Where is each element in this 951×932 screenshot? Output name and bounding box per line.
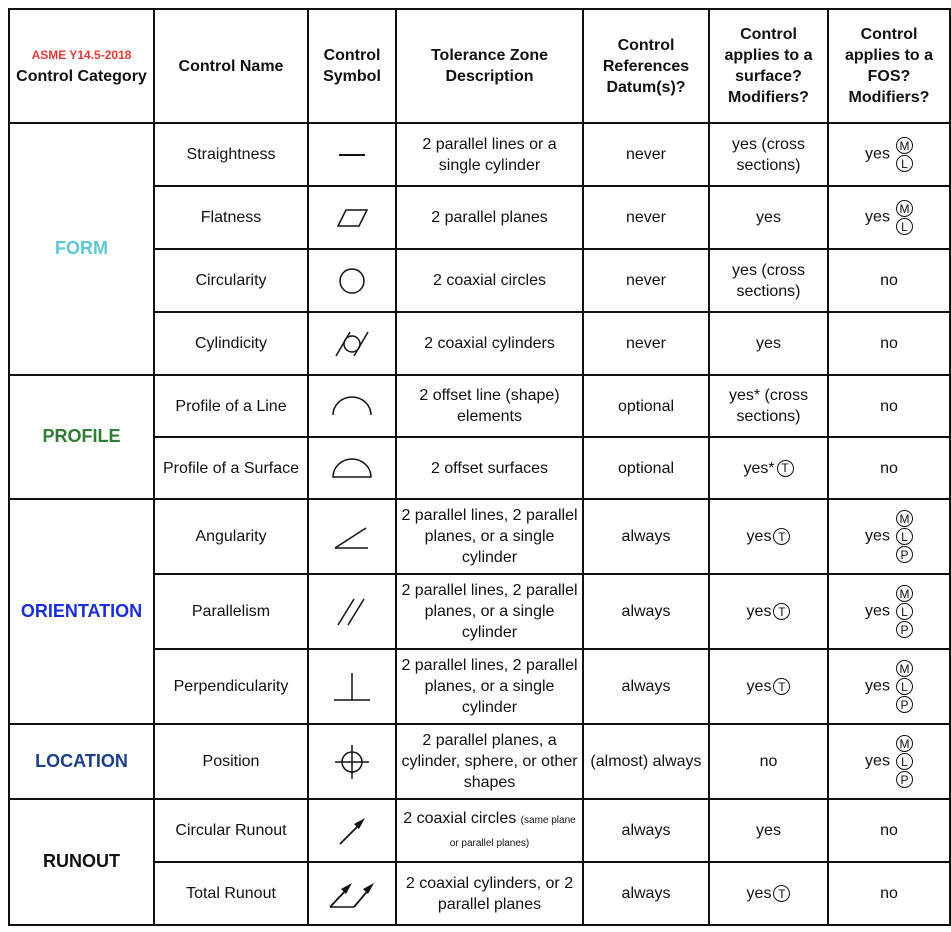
category-label: RUNOUT — [43, 851, 120, 871]
header-control-name: Control Name — [154, 9, 308, 123]
table-row — [9, 375, 950, 437]
modifier-l-icon: L — [896, 603, 913, 620]
control-name: Circularity — [154, 249, 308, 312]
profile-line-icon — [312, 391, 392, 421]
modifier-t-icon: T — [773, 885, 790, 902]
category-label: PROFILE — [42, 426, 121, 446]
datum-reference: always — [583, 574, 709, 649]
fos-applies — [828, 724, 950, 799]
datum-reference: optional — [583, 375, 709, 437]
control-name: Cylindicity — [154, 312, 308, 375]
fos-modifiers — [896, 735, 913, 788]
tolerance-zone-text: 2 offset surfaces — [430, 459, 549, 477]
angularity-icon — [312, 522, 392, 552]
tolerance-zone-text: 2 coaxial cylinders, or 2 parallel planes — [405, 874, 574, 913]
tolerance-zone — [396, 799, 583, 862]
header-tolerance-zone: Tolerance Zone Description — [396, 9, 583, 123]
tolerance-zone-text: 2 parallel lines, 2 parallel planes, or a single cylinder — [401, 657, 578, 716]
circularity-icon — [312, 265, 392, 297]
control-symbol-cell — [308, 312, 396, 375]
tolerance-zone-text: 2 parallel lines, 2 parallel planes, or a single cylinder — [401, 507, 578, 566]
control-name: Total Runout — [154, 862, 308, 925]
surface-applies — [709, 499, 828, 574]
modifier-t-icon: T — [773, 603, 790, 620]
fos-applies — [828, 186, 950, 249]
surface-text: yes — [746, 528, 772, 545]
control-symbol-cell — [308, 499, 396, 574]
control-name: Profile of a Line — [154, 375, 308, 437]
fos-applies — [828, 862, 950, 925]
control-symbol-cell — [308, 649, 396, 724]
fos-modifiers — [896, 510, 913, 563]
modifier-m-icon: M — [896, 735, 913, 752]
tolerance-zone — [396, 574, 583, 649]
fos-text: yes — [865, 145, 890, 163]
datum-reference: always — [583, 862, 709, 925]
table-row — [9, 799, 950, 862]
tolerance-zone — [396, 312, 583, 375]
control-name: Position — [154, 724, 308, 799]
surface-applies — [709, 186, 828, 249]
surface-text: yes — [746, 885, 772, 902]
control-name: Profile of a Surface — [154, 437, 308, 499]
category-cell — [9, 499, 154, 724]
category-cell — [9, 799, 154, 925]
fos-modifiers — [896, 585, 913, 638]
total-runout-icon — [312, 876, 392, 912]
surface-applies — [709, 312, 828, 375]
surface-applies — [709, 123, 828, 186]
fos-text: no — [880, 885, 898, 902]
header-row — [9, 9, 950, 123]
tolerance-zone-text: 2 coaxial circles — [403, 809, 517, 827]
datum-reference: (almost) always — [583, 724, 709, 799]
table-row — [9, 123, 950, 186]
tolerance-zone — [396, 249, 583, 312]
fos-text: no — [880, 272, 898, 289]
tolerance-zone — [396, 499, 583, 574]
tolerance-zone-text: 2 parallel planes, a cylinder, sphere, or other shapes — [401, 732, 578, 791]
straightness-icon — [312, 143, 392, 167]
modifier-t-icon: T — [773, 678, 790, 695]
category-cell — [9, 724, 154, 799]
fos-applies — [828, 799, 950, 862]
circular-runout-icon — [312, 813, 392, 849]
fos-applies — [828, 249, 950, 312]
surface-text: no — [759, 753, 778, 770]
tolerance-zone — [396, 649, 583, 724]
datum-reference: always — [583, 649, 709, 724]
surface-text: yes — [746, 603, 772, 620]
tolerance-zone — [396, 186, 583, 249]
category-cell — [9, 123, 154, 375]
datum-reference: always — [583, 799, 709, 862]
category-label: LOCATION — [35, 750, 128, 771]
modifier-p-icon: P — [896, 621, 913, 638]
modifier-m-icon: M — [896, 137, 913, 154]
control-symbol-cell — [308, 862, 396, 925]
surface-text: yes (cross sections) — [732, 261, 805, 300]
fos-text: yes — [865, 208, 890, 226]
modifier-m-icon: M — [896, 660, 913, 677]
fos-applies — [828, 312, 950, 375]
control-name: Straightness — [154, 123, 308, 186]
surface-text: yes (cross sections) — [732, 135, 805, 174]
fos-text: yes — [865, 677, 890, 695]
modifier-m-icon: M — [896, 585, 913, 602]
fos-text: no — [880, 822, 898, 839]
surface-applies — [709, 862, 828, 925]
control-symbol-cell — [308, 249, 396, 312]
tolerance-zone — [396, 437, 583, 499]
tolerance-zone — [396, 724, 583, 799]
modifier-p-icon: P — [896, 771, 913, 788]
modifier-p-icon: P — [896, 696, 913, 713]
modifier-m-icon: M — [896, 510, 913, 527]
datum-reference: never — [583, 186, 709, 249]
control-symbol-cell — [308, 186, 396, 249]
standard-label: ASME Y14.5-2018 — [31, 48, 132, 62]
table-row — [9, 724, 950, 799]
header-datum: Control References Datum(s)? — [583, 9, 709, 123]
header-category — [9, 9, 154, 123]
fos-text: no — [880, 397, 898, 415]
surface-applies — [709, 799, 828, 862]
surface-text: yes* — [743, 459, 775, 477]
modifier-l-icon: L — [896, 678, 913, 695]
control-symbol-cell — [308, 375, 396, 437]
control-symbol-cell — [308, 724, 396, 799]
control-name: Angularity — [154, 499, 308, 574]
control-symbol-cell — [308, 123, 396, 186]
control-name: Perpendicularity — [154, 649, 308, 724]
surface-text: yes — [746, 678, 772, 695]
datum-reference: always — [583, 499, 709, 574]
modifier-t-icon: T — [777, 460, 794, 477]
tolerance-zone-text: 2 offset line (shape) elements — [419, 387, 560, 425]
surface-text: yes — [756, 335, 781, 352]
fos-applies — [828, 375, 950, 437]
modifier-l-icon: L — [896, 528, 913, 545]
parallelism-icon — [312, 596, 392, 628]
fos-modifiers — [896, 660, 913, 713]
datum-reference: optional — [583, 437, 709, 499]
category-cell — [9, 375, 154, 499]
tolerance-zone-note: (same plane or parallel planes) — [449, 814, 576, 849]
surface-applies — [709, 249, 828, 312]
tolerance-zone — [396, 862, 583, 925]
modifier-p-icon: P — [896, 546, 913, 563]
surface-applies — [709, 649, 828, 724]
datum-reference: never — [583, 123, 709, 186]
tolerance-zone-text: 2 parallel lines, 2 parallel planes, or a single cylinder — [401, 582, 578, 641]
modifier-m-icon: M — [896, 200, 913, 217]
fos-text: yes — [865, 752, 890, 770]
fos-text: no — [880, 335, 898, 352]
tolerance-zone — [396, 375, 583, 437]
cylindricity-icon — [312, 328, 392, 360]
surface-text: yes* (cross sections) — [728, 387, 809, 425]
header-control-symbol: Control Symbol — [308, 9, 396, 123]
fos-applies — [828, 649, 950, 724]
fos-text: no — [880, 459, 898, 477]
fos-text: yes — [865, 527, 890, 545]
control-name: Flatness — [154, 186, 308, 249]
fos-applies — [828, 574, 950, 649]
control-name: Circular Runout — [154, 799, 308, 862]
tolerance-zone-text: 2 parallel lines or a single cylinder — [422, 135, 557, 174]
gdt-symbols-table — [8, 8, 951, 926]
surface-applies — [709, 375, 828, 437]
category-label: ORIENTATION — [20, 600, 143, 621]
category-label: FORM — [55, 238, 108, 258]
control-name: Parallelism — [154, 574, 308, 649]
tolerance-zone-text: 2 parallel planes — [431, 209, 548, 226]
modifier-t-icon: T — [773, 528, 790, 545]
position-icon — [312, 743, 392, 781]
modifier-l-icon: L — [896, 155, 913, 172]
modifier-l-icon: L — [896, 753, 913, 770]
tolerance-zone-text: 2 coaxial circles — [433, 272, 546, 289]
fos-modifiers — [896, 200, 913, 235]
control-symbol-cell — [308, 574, 396, 649]
surface-text: yes — [756, 822, 781, 839]
table-row — [9, 499, 950, 574]
header-fos: Control applies to a FOS? Modifiers? — [828, 9, 950, 123]
control-symbol-cell — [308, 437, 396, 499]
modifier-l-icon: L — [896, 218, 913, 235]
perpendicularity-icon — [312, 670, 392, 704]
tolerance-zone-text: 2 coaxial cylinders — [424, 335, 555, 352]
datum-reference: never — [583, 249, 709, 312]
fos-applies — [828, 499, 950, 574]
datum-reference: never — [583, 312, 709, 375]
fos-text: yes — [865, 602, 890, 620]
surface-applies — [709, 724, 828, 799]
surface-applies — [709, 574, 828, 649]
control-symbol-cell — [308, 799, 396, 862]
flatness-icon — [312, 206, 392, 230]
fos-applies — [828, 437, 950, 499]
surface-applies — [709, 437, 828, 499]
fos-applies — [828, 123, 950, 186]
profile-surface-icon — [312, 453, 392, 483]
surface-text: yes — [756, 209, 781, 226]
header-surface: Control applies to a surface? Modifiers? — [709, 9, 828, 123]
tolerance-zone — [396, 123, 583, 186]
fos-modifiers — [896, 137, 913, 172]
header-category-label: Control Category — [16, 68, 147, 85]
table-body — [9, 123, 950, 925]
